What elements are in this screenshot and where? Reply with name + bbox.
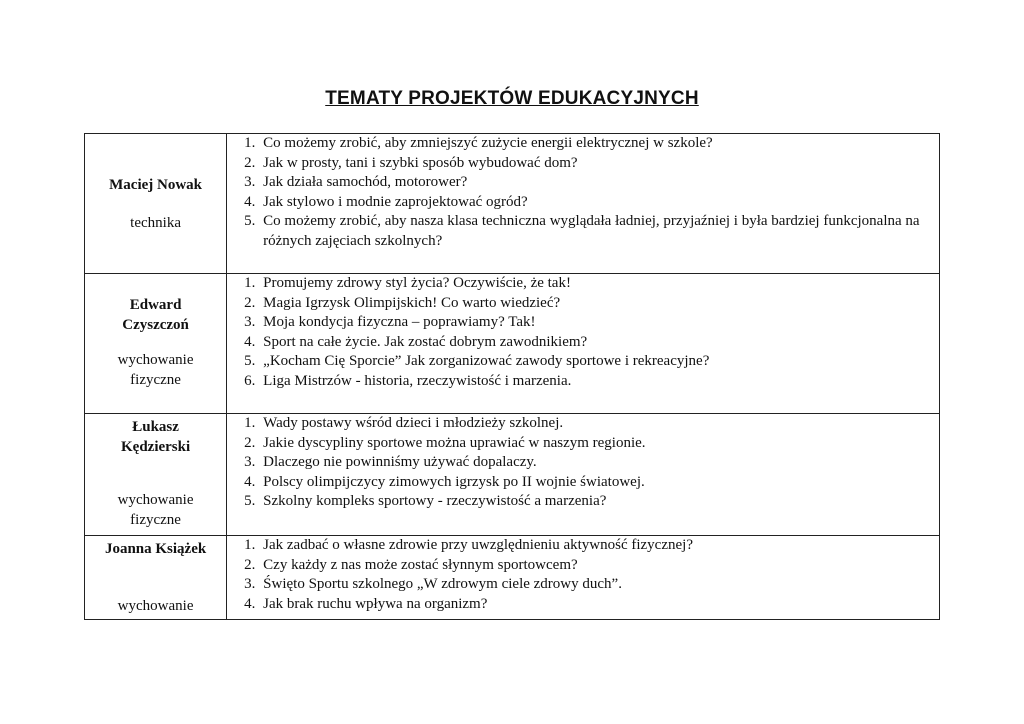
table-row — [85, 274, 940, 414]
list-item: 3. Moja kondycja fizyczna – poprawiamy? Tak! — [259, 313, 939, 333]
teacher-subject: wychowanie fizyczne — [117, 492, 194, 528]
teacher-name: Edward Czyszczoń — [122, 297, 189, 333]
teacher-name: Joanna Książek — [104, 541, 207, 557]
topics-cell — [227, 134, 940, 274]
topics-cell — [227, 274, 940, 414]
teacher-cell — [85, 134, 227, 274]
list-item: 3. Święto Sportu szkolnego „W zdrowym ciele zdrowy duch”. — [259, 575, 939, 595]
teacher-cell — [85, 274, 227, 414]
topics-list — [227, 536, 939, 614]
list-item: 4. Jak stylowo i modnie zaprojektować ogród? — [259, 193, 939, 213]
teacher-name: Łukasz Kędzierski — [121, 419, 191, 455]
topics-cell — [227, 414, 940, 536]
table-row — [85, 134, 940, 274]
teacher-cell — [85, 536, 227, 620]
topics-list — [227, 134, 939, 251]
list-item: 3. Jak działa samochód, motorower? — [259, 173, 939, 193]
teacher-subject: technika — [130, 214, 181, 231]
teacher-name: Maciej Nowak — [109, 177, 203, 193]
page-title: TEMATY PROJEKTÓW EDUKACYJNYCH — [325, 88, 699, 109]
list-item: 6. Liga Mistrzów - historia, rzeczywistość i marzenia. — [259, 372, 939, 392]
list-item: 5. „Kocham Cię Sporcie” Jak zorganizować zawody sportowe i rekreacyjne? — [259, 352, 939, 372]
list-item: 2. Czy każdy z nas może zostać słynnym sportowcem? — [259, 556, 939, 576]
teacher-cell — [85, 414, 227, 536]
list-item: 1. Wady postawy wśród dzieci i młodzieży szkolnej. — [259, 414, 939, 434]
list-item: 1. Promujemy zdrowy styl życia? Oczywiście, że tak! — [259, 274, 939, 294]
list-item: 5. Co możemy zrobić, aby nasza klasa techniczna wyglądała ładniej, przyjaźniej i była bardziej funkcjonalna na różnych zajęciach szkolnych? — [259, 212, 939, 251]
list-item: 4. Jak brak ruchu wpływa na organizm? — [259, 595, 939, 615]
topics-list — [227, 414, 939, 512]
list-item: 2. Jakie dyscypliny sportowe można uprawiać w naszym regionie. — [259, 434, 939, 454]
table-row — [85, 536, 940, 620]
topics-list — [227, 274, 939, 391]
teacher-subject: wychowanie — [117, 597, 194, 614]
list-item: 2. Magia Igrzysk Olimpijskich! Co warto wiedzieć? — [259, 294, 939, 314]
topics-cell — [227, 536, 940, 620]
topics-table — [84, 133, 940, 620]
list-item: 1. Jak zadbać o własne zdrowie przy uwzględnieniu aktywność fizycznej? — [259, 536, 939, 556]
list-item: 4. Polscy olimpijczycy zimowych igrzysk po II wojnie światowej. — [259, 473, 939, 493]
table-row — [85, 414, 940, 536]
list-item: 5. Szkolny kompleks sportowy - rzeczywistość a marzenia? — [259, 492, 939, 512]
list-item: 4. Sport na całe życie. Jak zostać dobrym zawodnikiem? — [259, 333, 939, 353]
list-item: 2. Jak w prosty, tani i szybki sposób wybudować dom? — [259, 154, 939, 174]
teacher-subject: wychowanie fizyczne — [117, 352, 194, 388]
list-item: 1. Co możemy zrobić, aby zmniejszyć zużycie energii elektrycznej w szkole? — [259, 134, 939, 154]
list-item: 3. Dlaczego nie powinniśmy używać dopalaczy. — [259, 453, 939, 473]
